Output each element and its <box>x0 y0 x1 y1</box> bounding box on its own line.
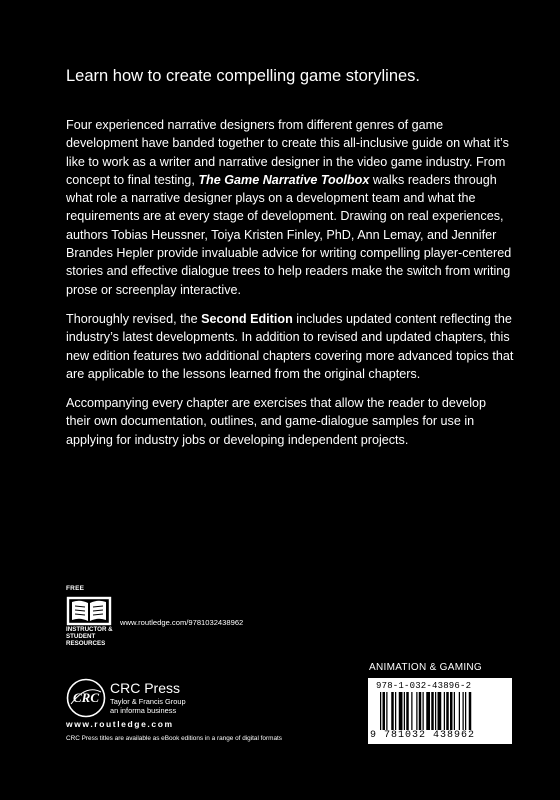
barcode-bar <box>465 692 466 730</box>
description-paragraph-1 <box>66 116 514 299</box>
barcode-bar <box>435 692 436 730</box>
barcode-bar <box>450 692 453 730</box>
headline: Learn how to create compelling game storylines. <box>66 67 421 85</box>
barcode-bar <box>463 692 464 730</box>
publisher-name: CRC Press <box>110 680 181 696</box>
description-paragraph-2 <box>66 310 514 383</box>
barcode-bar <box>423 692 424 730</box>
description-paragraph-3: Accompanying every chapter are exercises that allow the reader to develop their own documentation, outlines, and game-dialogue samples for use in applying for industry jobs or developing independent projects. <box>66 396 487 447</box>
barcode-bar <box>438 692 442 730</box>
barcode-bar <box>411 692 412 730</box>
edition-label: Second Edition <box>201 311 293 326</box>
p1-text-a: Four experienced narrative designers from different genres of game development have banded together to create this all-inclusive guide on what it’s like to work as a writer and narrative designer in the video game industry. From concept to final testing, <box>66 118 509 187</box>
p2-text-a: Thoroughly revised, the <box>66 311 202 326</box>
resources-label: INSTRUCTOR & STUDENT RESOURCES <box>66 626 113 647</box>
barcode-bar <box>446 692 449 730</box>
barcode-bar <box>383 692 386 730</box>
publisher-group: Taylor & Francis Group <box>110 697 186 706</box>
publisher-business: an informa business <box>110 706 177 715</box>
p1-text-b: walks readers through what role a narrative designer plays on a development team and what the requirements are at every stage of development. Drawing on real experiences, authors Tobias Heussner, Toiya Kristen Finley, PhD, Ann Lemay, and Jennifer Brandes Hepler provide invaluable advice for writing compelling player-centered stories and effective dialogue trees to help readers make the switch from writing prose or screenplay interactive. <box>66 172 512 297</box>
barcode-bars <box>380 692 500 730</box>
barcode-bar <box>454 692 455 730</box>
category-label: ANIMATION & GAMING <box>369 662 482 673</box>
ebook-note: CRC Press titles are available as eBook editions in a range of digital formats <box>66 735 282 742</box>
barcode-bar <box>459 692 460 730</box>
barcode-bar <box>426 692 430 730</box>
barcode-bar <box>469 692 472 730</box>
barcode-bar <box>395 692 396 730</box>
barcode-bar <box>399 692 403 730</box>
free-label: FREE <box>66 585 85 592</box>
barcode-bar <box>406 692 409 730</box>
barcode-bar <box>404 692 405 730</box>
isbn-number: 978-1-032-43896-2 <box>376 681 472 691</box>
logo-text: CRC <box>72 690 100 705</box>
barcode-bar <box>431 692 434 730</box>
barcode-bar <box>391 692 394 730</box>
barcode-digits: 9 781032 438962 <box>370 730 476 741</box>
book-title: The Game Narrative Toolbox <box>198 172 370 187</box>
isbn-barcode <box>368 678 512 744</box>
p2-text-b: includes updated content reflecting the industry’s latest developments. In addition to revised and updated chapters, this new edition features two additional chapters covering more advanced topics that are applicable to the lessons learned from the original chapters. <box>66 311 514 381</box>
barcode-bar <box>380 692 381 730</box>
publisher-link[interactable]: www.routledge.com <box>66 719 174 729</box>
description <box>66 116 514 460</box>
resources-link[interactable]: www.routledge.com/9781032438962 <box>120 618 244 627</box>
barcode-bar <box>416 692 417 730</box>
barcode-bar <box>419 692 422 730</box>
crc-logo-icon <box>66 678 106 718</box>
barcode-bar <box>444 692 445 730</box>
barcode-bar <box>386 692 387 730</box>
